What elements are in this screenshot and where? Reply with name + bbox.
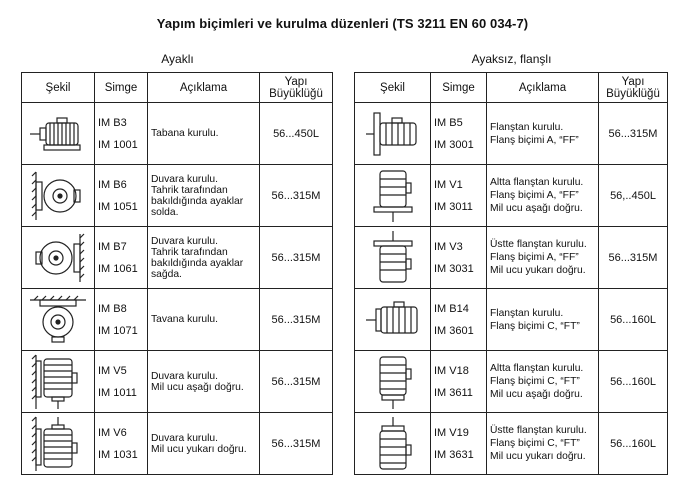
symbol-code: IM V5 — [98, 364, 127, 377]
table-flanged — [354, 72, 668, 475]
table-header — [355, 73, 668, 103]
flange-c-icon — [360, 295, 426, 345]
description-line: Duvara kurulu. — [151, 370, 218, 382]
frame-size: 56,..450L — [599, 165, 668, 227]
description-line: Flanştan kurulu. — [490, 307, 564, 319]
description-line: Flanş biçimi A, “FF” — [490, 252, 579, 263]
symbol-number: IM 1061 — [98, 262, 138, 275]
description-line: Mil ucu aşağı doğru. — [490, 389, 583, 400]
frame-size: 56...315M — [260, 227, 333, 289]
description-line: Duvara kurulu. — [151, 432, 218, 444]
header-shape: Şekil — [22, 73, 95, 103]
frame-size: 56...315M — [599, 227, 668, 289]
section-label-right: Ayaksız, flanşlı — [471, 52, 552, 66]
symbol-number: IM 3611 — [434, 386, 473, 399]
frame-size: 56...160L — [599, 289, 668, 351]
symbol-code: IM V1 — [434, 178, 463, 191]
description-line: Duvara kurulu. — [151, 173, 218, 185]
symbol-code: IM B3 — [98, 116, 127, 129]
symbol-code: IM B6 — [98, 178, 127, 191]
description-line: sağda. — [151, 268, 182, 280]
frame-size: 56...315M — [260, 165, 333, 227]
frame-size: 56...315M — [260, 413, 333, 475]
flange-a-icon — [360, 109, 426, 159]
page-title: Yapım biçimleri ve kurulma düzenleri (TS 3211 EN 60 034-7) — [156, 16, 529, 31]
table-row — [22, 351, 333, 413]
header-symbol: Simge — [431, 73, 487, 103]
table-row — [22, 165, 333, 227]
symbol-code: IM B7 — [98, 240, 127, 253]
frame-size: 56...160L — [599, 413, 668, 475]
symbol-number: IM 3011 — [434, 200, 473, 213]
description-line: Mil ucu yukarı doğru. — [490, 265, 586, 276]
description-line: Flanş biçimi C, “FT” — [490, 376, 580, 387]
description-line: Altta flanştan kurulu. — [490, 363, 584, 374]
symbol-number: IM 1031 — [98, 448, 138, 461]
description-line: Flanş biçimi C, “FT” — [490, 438, 580, 449]
flange-down-icon — [360, 167, 426, 225]
symbol-number: IM 3601 — [434, 324, 474, 337]
description-line: bakıldığında ayaklar — [151, 257, 244, 269]
header-symbol: Simge — [95, 73, 148, 103]
description-line: Üstte flanştan kurulu. — [490, 425, 587, 436]
header-size: Yapı Büyüklüğü — [599, 73, 668, 103]
symbol-code: IM B5 — [434, 116, 463, 129]
table-row — [22, 103, 333, 165]
wall-left-icon — [26, 168, 90, 224]
header-size: Yapı Büyüklüğü — [260, 73, 333, 103]
symbol-code: IM V3 — [434, 240, 463, 253]
wall-right-icon — [26, 230, 90, 286]
table-row — [355, 413, 668, 475]
description-line: Tahrik tarafından — [151, 184, 228, 196]
description-line: Mil ucu aşağı doğru. — [490, 203, 583, 214]
frame-size: 56...160L — [599, 351, 668, 413]
table-row — [22, 289, 333, 351]
description-line: solda. — [151, 206, 179, 218]
symbol-number: IM 1011 — [98, 386, 137, 399]
description-line: Flanş biçimi A, “FF” — [490, 134, 579, 146]
table-row — [22, 227, 333, 289]
symbol-number: IM 1001 — [98, 138, 138, 151]
symbol-code: IM V6 — [98, 426, 127, 439]
symbol-code: IM B14 — [434, 302, 469, 315]
description-line: bakıldığında ayaklar — [151, 195, 244, 207]
description-line: Mil ucu yukarı doğru. — [490, 451, 586, 462]
symbol-number: IM 3001 — [434, 138, 474, 151]
table-header — [22, 73, 333, 103]
symbol-number: IM 1051 — [98, 200, 138, 213]
symbol-code: IM V18 — [434, 364, 469, 377]
symbol-code: IM V19 — [434, 426, 469, 439]
description-line: Flanştan kurulu. — [490, 121, 564, 133]
header-shape: Şekil — [355, 73, 431, 103]
wall-shaft-up-icon — [26, 415, 90, 473]
description-line: Mil ucu yukarı doğru. — [151, 443, 247, 455]
table-row — [355, 351, 668, 413]
table-footed — [21, 72, 333, 475]
section-label-left: Ayaklı — [161, 52, 194, 66]
description-line: Mil ucu aşağı doğru. — [151, 381, 244, 393]
frame-size: 56...450L — [260, 103, 333, 165]
symbol-number: IM 1071 — [98, 324, 138, 337]
frame-size: 56...315M — [260, 289, 333, 351]
table-row — [355, 165, 668, 227]
symbol-number: IM 3631 — [434, 448, 474, 461]
foot-mounted-icon — [26, 111, 90, 157]
symbol-code: IM B8 — [98, 302, 127, 315]
flange-up-icon — [360, 229, 426, 287]
table-row — [355, 289, 668, 351]
wall-shaft-down-icon — [26, 353, 90, 411]
ceiling-icon — [26, 292, 90, 348]
description-line: Flanş biçimi C, “FT” — [490, 320, 580, 332]
description-line: Altta flanştan kurulu. — [490, 177, 584, 188]
frame-size: 56...315M — [599, 103, 668, 165]
description-line: Flanş biçimi A, “FF” — [490, 190, 579, 201]
description-line: Duvara kurulu. — [151, 235, 218, 247]
header-description: Açıklama — [148, 73, 260, 103]
description-line: Tabana kurulu. — [151, 128, 219, 139]
flange-c-down-icon — [360, 353, 426, 411]
description-line: Tavana kurulu. — [151, 314, 218, 325]
table-row — [22, 413, 333, 475]
description-line: Üstte flanştan kurulu. — [490, 239, 587, 250]
table-row — [355, 227, 668, 289]
table-row — [355, 103, 668, 165]
description-line: Tahrik tarafından — [151, 246, 228, 258]
header-description: Açıklama — [487, 73, 599, 103]
flange-c-up-icon — [360, 415, 426, 473]
frame-size: 56...315M — [260, 351, 333, 413]
symbol-number: IM 3031 — [434, 262, 474, 275]
